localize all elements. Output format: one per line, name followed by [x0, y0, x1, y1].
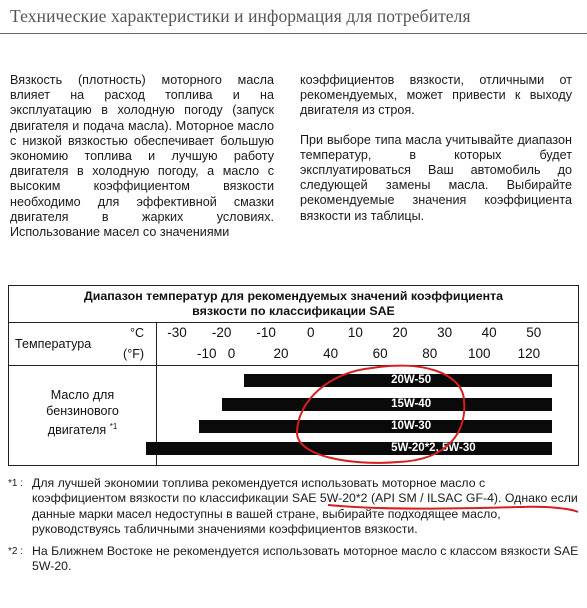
celsius-tick: 40	[481, 325, 497, 340]
viscosity-bar-10w30	[199, 420, 552, 433]
table-caption	[9, 289, 578, 319]
fahrenheit-tick: 40	[323, 346, 339, 361]
footnotes	[8, 476, 580, 574]
footnote-2	[8, 544, 580, 575]
celsius-tick: 0	[307, 325, 315, 340]
celsius-tick: 50	[526, 325, 542, 340]
celsius-tick: -30	[167, 325, 187, 340]
table-caption-line-1: Диапазон температур для рекомендуемых значений коэффициента	[83, 289, 504, 303]
viscosity-bar-20w50	[244, 374, 552, 387]
viscosity-bar-5w202	[146, 442, 552, 455]
viscosity-bar-label: 15W-40	[391, 398, 432, 410]
table-caption-line-2: вязкости по классификации SAE	[192, 304, 395, 318]
oil-type-label-text: двигателя	[47, 423, 107, 438]
text-column-left	[10, 73, 274, 240]
oil-type-label-line-2: бензинового	[46, 404, 119, 418]
paragraph-viscosity-intro: Вязкость (плотность) моторного масла влияет на расход топлива и на эксплуатацию в холодную погоду (запуск двигателя и подача масла). Моторное масло с низкой вязкостью обеспечивает большую экономию топлива и лучшую работу двигателя в холодную погоду, а масло с высоким коэффициентом вязкости необходимо для эффективной смазки двигателя в жарких условиях. Использование масел со значениями	[10, 73, 274, 240]
paragraph-viscosity-warning: коэффициентов вязкости, отличными от рекомендуемых, может привести к выходу двигателя из строя.	[300, 73, 572, 118]
viscosity-bar-15w40	[222, 398, 552, 411]
fahrenheit-tick: 100	[468, 346, 491, 361]
table-divider-top	[9, 322, 578, 323]
celsius-unit: °C	[130, 326, 145, 340]
page-title: Технические характеристики и информация для потребителя	[10, 6, 471, 26]
celsius-tick: 30	[437, 325, 453, 340]
fahrenheit-tick: 20	[273, 346, 289, 361]
celsius-tick: -20	[211, 325, 232, 340]
text-column-right	[300, 73, 572, 224]
table-divider-middle	[9, 365, 578, 366]
paragraph-selection-advice: При выборе типа масла учитывайте диапазон температур, в которых будет эксплуатироваться Ваш автомобиль до следующей замены масла. Выбирайте рекомендуемые значения коэффициента вязкости из таблицы.	[300, 132, 572, 223]
fahrenheit-tick: 120	[517, 346, 541, 361]
fahrenheit-tick: -10	[196, 346, 217, 361]
footnote-2-text: На Ближнем Востоке не рекомендуется использовать моторное масло с классом вязкости SAE 5W-20.	[32, 543, 579, 574]
viscosity-bar-label: 5W-20*2, 5W-30	[391, 442, 476, 454]
celsius-tick: 10	[347, 325, 363, 340]
viscosity-bar-label: 20W-50	[391, 374, 432, 386]
page-header	[0, 0, 587, 34]
oil-type-label-line-3	[9, 419, 156, 438]
celsius-tick: -10	[256, 325, 276, 340]
fahrenheit-tick: 0	[227, 346, 236, 361]
footnote-2-marker: *2 :	[8, 545, 24, 557]
viscosity-temperature-table	[8, 285, 579, 466]
footnote-1-text: Для лучшей экономии топлива рекомендуется использовать моторное масло с коэффициентом вязкости по классификации SAE 5W-20*2 (API SM / ILSAC GF-4). Однако если данные марки масел недоступны в вашей стране, выбирайте подходящее масло, руководствуясь табличными значениями коэффициентов вязкости.	[32, 476, 578, 537]
footnote-marker-1: *1	[109, 422, 118, 431]
fahrenheit-tick: 80	[422, 346, 438, 361]
footnote-1-marker: *1 :	[8, 478, 24, 489]
fahrenheit-tick: 60	[372, 346, 388, 361]
footnote-1	[8, 476, 580, 538]
viscosity-bar-label: 10W-30	[391, 420, 432, 432]
celsius-tick: 20	[392, 325, 408, 340]
fahrenheit-unit: (°F)	[123, 347, 145, 361]
oil-type-label-line-1: Масло для	[50, 388, 115, 402]
oil-type-label	[9, 387, 156, 438]
temperature-row-label: Температура	[15, 337, 92, 351]
